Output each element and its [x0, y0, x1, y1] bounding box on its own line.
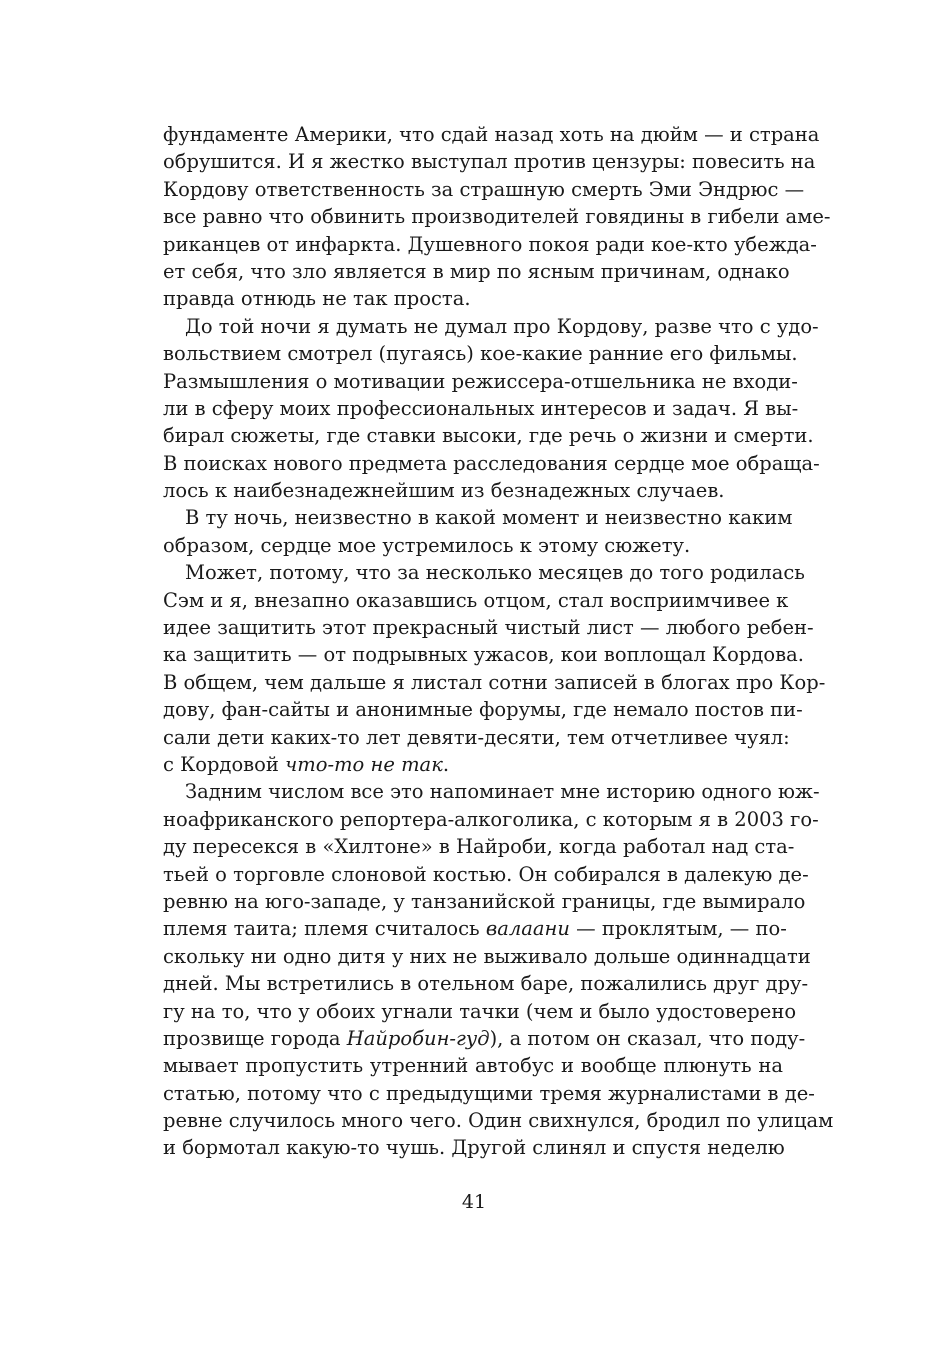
text-line: ли в сферу моих профессиональных интересов и задач. Я вы- [163, 396, 799, 420]
text-line: идее защитить этот прекрасный чистый лист — любого ребен- [163, 616, 814, 640]
text-line: образом, сердце мое устремилось к этому сюжету. [163, 533, 691, 557]
text-line: статью, потому что с предыдущими тремя журналистами в де- [163, 1081, 815, 1105]
text-fragment: ), а потом он сказал, что поду- [489, 1026, 806, 1050]
text-line: ка защитить — от подрывных ужасов, кои воплощал Кордова. [163, 643, 804, 667]
text-line: Задним числом все это напоминает мне историю одного юж- [185, 780, 820, 804]
text-line: ревню на юго-западе, у танзанийской границы, где вымирало [163, 889, 806, 913]
text-line: лось к наибезнадежнейшим из безнадежных случаев. [163, 479, 725, 503]
text-fragment: . [442, 752, 450, 776]
text-line: В ту ночь, неизвестно в какой момент и неизвестно каким [185, 506, 793, 530]
text-line: и бормотал какую-то чушь. Другой слинял и спустя неделю [163, 1136, 785, 1160]
text-fragment: — проклятым, — по- [569, 917, 787, 941]
text-fragment: племя таита; племя считалось [163, 917, 486, 941]
text-line: ет себя, что зло является в мир по ясным причинам, однако [163, 259, 790, 283]
text-line: правда отнюдь не так проста. [163, 287, 471, 311]
text-line: В поисках нового предмета расследования сердце мое обраща- [163, 451, 820, 475]
text-fragment: прозвище города [163, 1026, 347, 1050]
text-line: Размышления о мотивации режиссера-отшельника не входи- [163, 369, 798, 393]
text-line: Кордову ответственность за страшную смерть Эми Эндрюс — [163, 177, 805, 201]
italic-text: валаани [485, 917, 570, 941]
text-fragment: с Кордовой [163, 752, 286, 776]
text-line: ревне случилось много чего. Один свихнулся, бродил по улицам [163, 1109, 834, 1133]
text-line: вольствием смотрел (пугаясь) кое-какие ранние его фильмы. [163, 342, 798, 366]
text-line: мывает пропустить утренний автобус и вообще плюнуть на [163, 1054, 783, 1078]
italic-text: Найробин-гуд [346, 1026, 490, 1050]
text-line: Может, потому, что за несколько месяцев до того родилась [185, 561, 805, 585]
text-line: дней. Мы встретились в отельном баре, пожалились друг дру- [163, 972, 809, 996]
text-line: тьей о торговле слоновой костью. Он собирался в далекую де- [163, 862, 809, 886]
text-line: сали дети каких-то лет девяти-десяти, тем отчетливее чуял: [163, 725, 790, 749]
body-text [163, 121, 834, 1162]
text-line [163, 915, 787, 942]
italic-text: что-то не так [285, 752, 443, 776]
text-line: гу на то, что у обоих угнали тачки (чем и было удостоверено [163, 999, 797, 1023]
text-line: дову, фан-сайты и анонимные форумы, где немало постов пи- [163, 698, 803, 722]
text-line: ноафриканского репортера-алкоголика, с которым я в 2003 го- [163, 807, 819, 831]
text-line: скольку ни одно дитя у них не выживало дольше одиннадцати [163, 944, 811, 968]
text-line: В общем, чем дальше я листал сотни записей в блогах про Кор- [163, 670, 826, 694]
text-line: До той ночи я думать не думал про Кордову, разве что с удо- [185, 314, 819, 338]
text-line: бирал сюжеты, где ставки высоки, где речь о жизни и смерти. [163, 424, 814, 448]
text-line: обрушится. И я жестко выступал против цензуры: повесить на [163, 150, 816, 174]
text-line [163, 1025, 806, 1052]
text-line: риканцев от инфаркта. Душевного покоя ради кое-кто убежда- [163, 232, 817, 256]
page-number: 41 [461, 1191, 487, 1213]
text-line: фундаменте Америки, что сдай назад хоть на дюйм — и страна [163, 123, 820, 146]
text-line: ду пересекся в «Хилтоне» в Найроби, когда работал над ста- [163, 835, 795, 859]
text-line [163, 751, 783, 778]
text-line: все равно что обвинить производителей говядины в гибели аме- [163, 205, 831, 229]
text-line: Сэм и я, внезапно оказавшись отцом, стал восприимчивее к [163, 588, 789, 612]
